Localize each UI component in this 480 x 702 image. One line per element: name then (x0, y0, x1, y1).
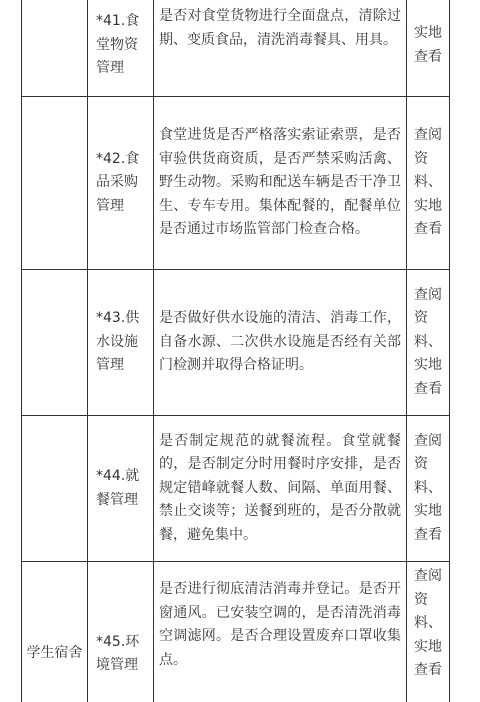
method-cell: 查阅资料、实地查看 (407, 97, 450, 270)
method-cell: 查阅资料、实地查看 (407, 416, 450, 562)
method-cell: 查阅资料、实地查看 (407, 562, 450, 702)
method-cell: 实地查看 (407, 0, 450, 97)
item-cell: *44.就餐管理 (88, 416, 154, 562)
category-cell (22, 97, 88, 270)
table-row (22, 0, 450, 97)
table-row (22, 416, 450, 562)
table-row (22, 270, 450, 416)
inspection-table (21, 0, 450, 702)
item-cell: *42.食品采购管理 (88, 97, 154, 270)
item-cell: *43.供水设施管理 (88, 270, 154, 416)
item-cell: *41.食堂物资管理 (88, 0, 154, 97)
category-cell (22, 0, 88, 97)
method-cell: 查阅资料、实地查看 (407, 270, 450, 416)
category-cell: 学生宿舍 (22, 562, 88, 702)
category-cell (22, 416, 88, 562)
item-cell: *45.环境管理 (88, 562, 154, 702)
content-cell: 是否进行彻底清洁消毒并登记。是否开窗通风。已安装空调的，是否清洗消毒空调滤网。是否合理设置废弃口罩收集点。 (154, 562, 407, 702)
content-cell: 是否做好供水设施的清洁、消毒工作，自备水源、二次供水设施是否经有关部门检测并取得合格证明。 (154, 270, 407, 416)
content-cell: 是否对食堂货物进行全面盘点，清除过期、变质食品，清洗消毒餐具、用具。 (154, 0, 407, 97)
content-cell: 食堂进货是否严格落实索证索票，是否审验供货商资质，是否严禁采购活禽、野生动物。采购和配送车辆是否干净卫生、专车专用。集体配餐的，配餐单位是否通过市场监管部门检查合格。 (154, 97, 407, 270)
table-row (22, 97, 450, 270)
category-cell (22, 270, 88, 416)
table-row (22, 562, 450, 702)
content-cell: 是否制定规范的就餐流程。食堂就餐的，是否制定分时用餐时序安排，是否规定错峰就餐人数、间隔、单面用餐、禁止交谈等；送餐到班的，是否分散就餐，避免集中。 (154, 416, 407, 562)
